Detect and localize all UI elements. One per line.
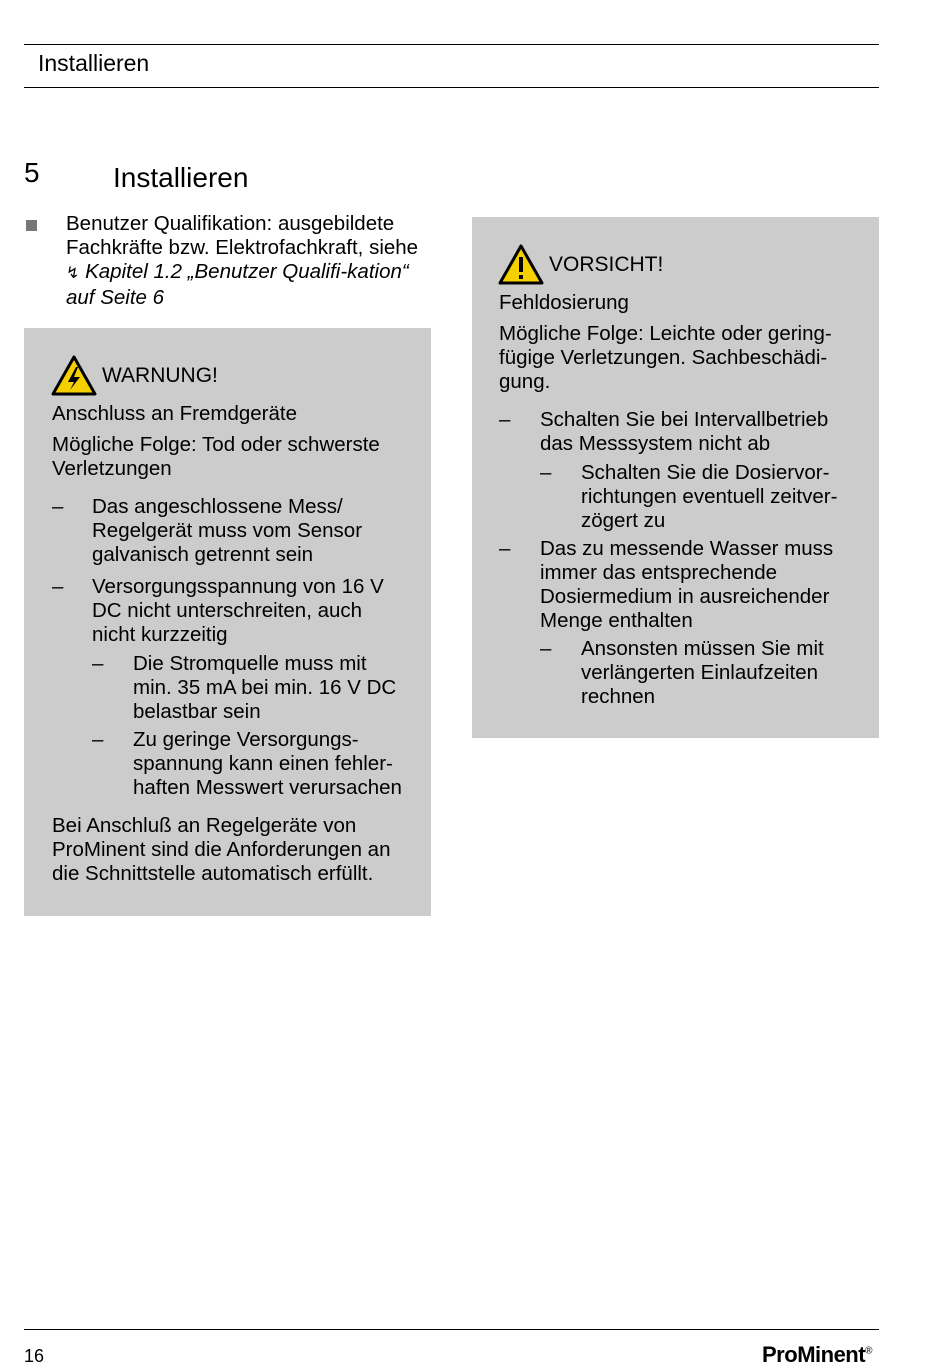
list-item-line: Dosiermedium in ausreichender	[540, 585, 830, 608]
caution-box	[472, 217, 879, 738]
note-line: ProMinent sind die Anforderungen an	[52, 838, 391, 861]
reference-arrow-icon: ↯	[66, 265, 80, 282]
caution-item-water	[540, 537, 870, 633]
warning-item-isolation	[92, 495, 422, 567]
list-item-line: Regelgerät muss vom Sensor	[92, 519, 363, 542]
list-item-line: DC nicht unterschreiten, auch	[92, 599, 363, 622]
requirement-prefix: Benutzer Qualifikation: ausgebildete Fachkräfte bzw. Elektrofachkraft, siehe	[66, 212, 419, 259]
list-item-line: min. 35 mA bei min. 16 V DC	[133, 676, 397, 699]
prominent-logo	[762, 1342, 872, 1368]
warning-box	[24, 328, 431, 916]
list-item-line: belastbar sein	[133, 700, 261, 723]
caution-subitem-delay	[581, 461, 871, 533]
sublist-dash: –	[92, 652, 104, 675]
warning-consequence	[52, 433, 422, 481]
note-line: die Schnittstelle automatisch erfüllt.	[52, 862, 374, 885]
caution-signal-word: VORSICHT!	[549, 253, 664, 276]
list-item-line: Schalten Sie bei Intervallbetrieb	[540, 408, 829, 431]
list-item-line: immer das entsprechende	[540, 561, 778, 584]
warning-subitem-current	[133, 652, 423, 724]
list-dash: –	[52, 495, 64, 518]
list-dash: –	[499, 408, 511, 431]
square-bullet-icon	[26, 220, 37, 231]
list-dash: –	[499, 537, 511, 560]
warning-triangle-icon	[498, 244, 544, 285]
list-item-line: richtungen eventuell zeitver-	[581, 485, 838, 508]
sublist-dash: –	[92, 728, 104, 751]
warning-item-voltage	[92, 575, 422, 647]
list-item-line: das Messsystem nicht ab	[540, 432, 771, 455]
list-item-line: verlängerten Einlaufzeiten	[581, 661, 819, 684]
list-item-line: Das zu messende Wasser muss	[540, 537, 834, 560]
warning-consequence-line: Mögliche Folge: Tod oder schwerste	[52, 433, 380, 456]
caution-subitem-runin	[581, 637, 871, 709]
page-number: 16	[24, 1346, 45, 1366]
header-bottom-rule	[24, 87, 879, 88]
list-item-line: haften Messwert verursachen	[133, 776, 402, 799]
list-item-line: Menge enthalten	[540, 609, 693, 632]
footer-rule	[24, 1329, 879, 1330]
caution-item-interval	[540, 408, 870, 456]
chapter-number: 5	[24, 157, 40, 188]
list-item-line: galvanisch getrennt sein	[92, 543, 314, 566]
list-item-line: Zu geringe Versorgungs-	[133, 728, 359, 751]
caution-consequence-line: Mögliche Folge: Leichte oder gering-	[499, 322, 832, 345]
list-item-line: Ansonsten müssen Sie mit	[581, 637, 824, 660]
running-header-title: Installieren	[38, 50, 150, 76]
chapter-title: Installieren	[113, 162, 249, 193]
list-item-line: nicht kurzzeitig	[92, 623, 228, 646]
electric-hazard-icon	[51, 355, 97, 396]
sublist-dash: –	[540, 461, 552, 484]
caution-consequence-line: gung.	[499, 370, 551, 393]
note-line: Bei Anschluß an Regelgeräte von	[52, 814, 357, 837]
logo-minent: Minent	[797, 1342, 866, 1367]
list-item-line: Schalten Sie die Dosiervor-	[581, 461, 830, 484]
list-item-line: rechnen	[581, 685, 656, 708]
list-item-line: spannung kann einen fehler-	[133, 752, 393, 775]
warning-consequence-line: Verletzungen	[52, 457, 172, 480]
chapter-reference-link[interactable]: Kapitel 1.2 „Benutzer Qualifi-kation“ auf Seite 6	[66, 260, 409, 309]
caution-title: Fehldosierung	[499, 291, 629, 314]
caution-consequence-line: fügige Verletzungen. Sachbeschädi-	[499, 346, 828, 369]
list-item-line: zögert zu	[581, 509, 666, 532]
sublist-dash: –	[540, 637, 552, 660]
logo-pro: Pro	[762, 1342, 798, 1367]
warning-subitem-low-voltage	[133, 728, 428, 800]
warning-title: Anschluss an Fremdgeräte	[52, 402, 297, 425]
list-item-line: Versorgungsspannung von 16 V	[92, 575, 384, 598]
list-item-line: Die Stromquelle muss mit	[133, 652, 367, 675]
warning-signal-word: WARNUNG!	[102, 364, 218, 387]
header-top-rule	[24, 44, 879, 45]
requirement-text	[66, 212, 436, 310]
list-dash: –	[52, 575, 64, 598]
logo-registered-mark: ®	[865, 1345, 872, 1357]
caution-consequence	[499, 322, 874, 394]
list-item-line: Das angeschlossene Mess/	[92, 495, 343, 518]
warning-note	[52, 814, 427, 886]
